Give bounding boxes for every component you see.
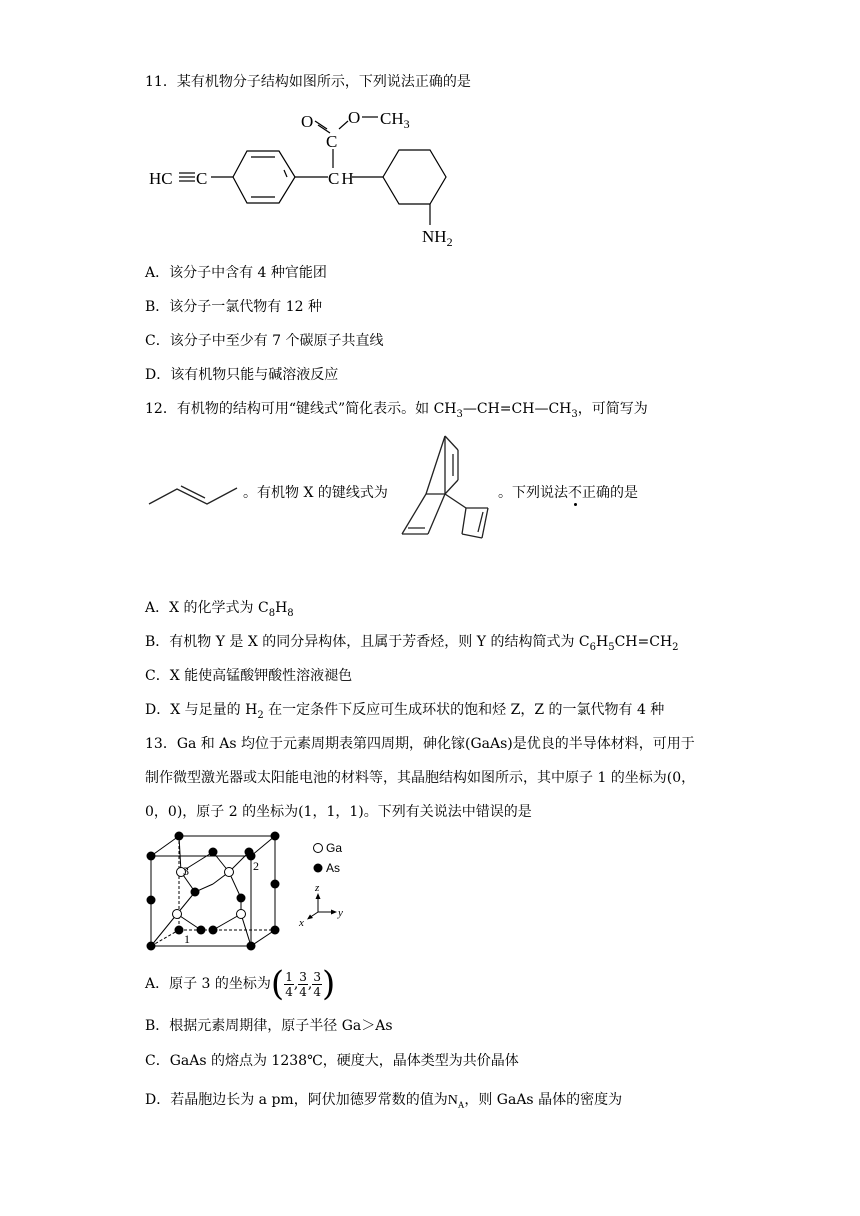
atom-1-label: 1	[184, 932, 190, 946]
axis-y: y	[338, 907, 343, 919]
q12-option-b: B．有机物 Y 是 X 的同分异构体，且属于芳香烃，则 Y 的结构简式为 $C_6H_5CH=CH_2$	[145, 634, 679, 653]
axis-z: z	[315, 882, 320, 894]
as-legend-icon	[314, 864, 323, 873]
q13-line1: 13．Ga 和 As 均位于元素周期表第四周期，砷化镓(GaAs)是优良的半导体材料，可用于	[145, 736, 695, 752]
q11-option-b: B．该分子一氯代物有 12 种	[145, 299, 323, 315]
q11-c: C	[326, 132, 338, 151]
q11-option-c: C．该分子中至少有 7 个碳原子共直线	[145, 333, 384, 349]
q11-option-d: D．该有机物只能与碱溶液反应	[145, 367, 339, 383]
q13-line3: 0，0)，原子 2 的坐标为(1，1，1)。下列有关说法中错误的是	[145, 804, 532, 820]
q12-mid2: 。下列说法不正确的是	[498, 485, 638, 501]
q11-o2: O	[348, 108, 361, 127]
q12-stem: 12．有机物的结构可用“键线式”简化表示。如 $CH_3—CH=CH—CH_3$，可简写为	[145, 401, 648, 420]
legend-and-axes	[296, 838, 356, 928]
gaas-unit-cell-figure	[143, 830, 283, 954]
q11-hc: HC	[149, 169, 173, 188]
atom-2-label: 2	[253, 859, 259, 873]
svg-text:CH: C H	[328, 169, 354, 188]
q12-option-d: D．X 与足量的 $H_2$ 在一定条件下反应可生成环状的饱和烃 Z，Z 的一氯代物有 4 种	[145, 702, 665, 721]
q13-line2: 制作微型激光器或太阳能电池的材料等，其晶胞结构如图所示，其中原子 1 的坐标为(0，	[145, 770, 696, 786]
q13-option-d: D．若晶胞边长为 a pm，阿伏加德罗常数的值为$N_A$，则 GaAs 晶体的密度为	[145, 1092, 623, 1110]
q12-option-c: C．X 能使高锰酸钾酸性溶液褪色	[145, 668, 353, 684]
q13-option-c: C．GaAs 的熔点为 1238℃，硬度大，晶体类型为共价晶体	[145, 1053, 519, 1069]
q11-o1: O	[301, 112, 314, 131]
butene-skeletal-figure	[147, 474, 242, 510]
q11-option-a: A．该分子中含有 4 种官能团	[145, 265, 327, 281]
atom-3-label: 3	[183, 864, 189, 878]
ga-legend-icon	[314, 844, 323, 853]
q11-stem: 11．某有机物分子结构如图所示，下列说法正确的是	[145, 74, 471, 90]
q13-option-a: A．原子 3 的坐标为( $\frac{1}{4}$ , $\frac{3}{4}$ , $\frac{3}{4}$ )	[145, 964, 336, 1004]
q11-c2: C	[196, 169, 208, 188]
q13-option-b: B．根据元素周期律，原子半径 Ga＞As	[145, 1018, 393, 1034]
svg-text:NH2: $NH_2$	[422, 227, 453, 249]
q12-option-a: A．X 的化学式为 $C_8H_8$	[145, 600, 294, 619]
svg-text:CH3: $CH_3$	[380, 109, 410, 131]
axis-x: x	[299, 917, 304, 928]
legend-ga: Ga	[326, 841, 343, 855]
bicyclo-skeletal-figure	[398, 432, 494, 544]
legend-as: As	[326, 861, 341, 875]
q12-mid1: 。有机物 X 的键线式为	[243, 485, 388, 501]
q11-molecule-figure	[145, 105, 475, 250]
